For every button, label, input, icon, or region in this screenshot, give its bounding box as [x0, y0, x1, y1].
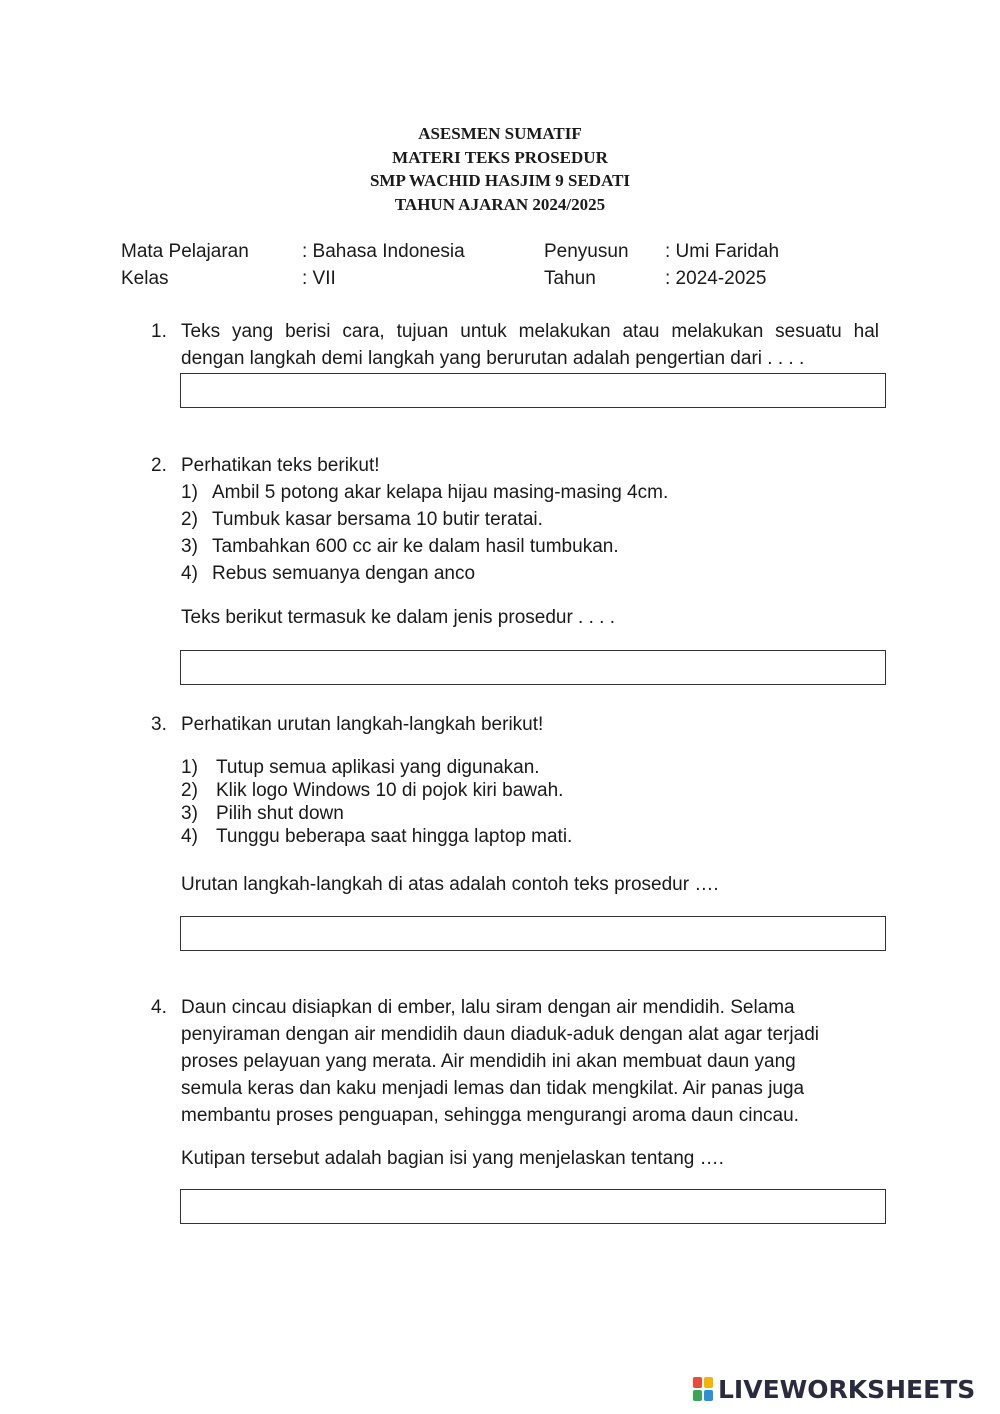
liveworksheets-brand — [693, 1374, 975, 1404]
question-4-passage — [181, 994, 819, 1129]
question-4-prompt: Kutipan tersebut adalah bagian isi yang menjelaskan tentang …. — [181, 1148, 724, 1169]
step-text: Tambahkan 600 cc air ke dalam hasil tumbukan. — [212, 536, 619, 557]
author-value: : Umi Faridah — [665, 241, 780, 262]
answer-box-3[interactable] — [180, 916, 886, 951]
step-text: Tunggu beberapa saat hingga laptop mati. — [216, 826, 573, 847]
class-label: Kelas — [121, 268, 169, 289]
step-number: 4) — [181, 563, 198, 584]
title-line-4: TAHUN AJARAN 2024/2025 — [394, 194, 606, 214]
question-1-number: 1. — [151, 321, 167, 342]
question-3-step-4 — [181, 825, 572, 848]
question-2-step-3 — [181, 533, 619, 560]
passage-line-2: penyiraman dengan air mendidih daun diaduk-aduk dengan alat agar terjadi — [181, 1024, 820, 1045]
question-3-step-2 — [181, 779, 563, 802]
step-number: 1) — [181, 482, 198, 503]
answer-box-2[interactable] — [180, 650, 886, 685]
passage-line-5: membantu proses penguapan, sehingga mengurangi aroma daun cincau. — [181, 1105, 799, 1126]
step-text: Klik logo Windows 10 di pojok kiri bawah. — [216, 780, 564, 801]
question-3-step-1 — [181, 756, 540, 779]
question-3-prompt: Urutan langkah-langkah di atas adalah contoh teks prosedur …. — [181, 874, 719, 895]
liveworksheets-logo-icon — [693, 1376, 715, 1402]
step-text: Pilih shut down — [216, 803, 344, 824]
question-2-prompt: Teks berikut termasuk ke dalam jenis prosedur . . . . — [181, 607, 616, 628]
question-2-step-1 — [181, 479, 668, 506]
question-3-intro: Perhatikan urutan langkah-langkah berikut! — [181, 714, 544, 735]
step-text: Ambil 5 potong akar kelapa hijau masing-masing 4cm. — [212, 482, 669, 503]
question-2-intro: Perhatikan teks berikut! — [181, 455, 380, 476]
passage-line-3: proses pelayuan yang merata. Air mendidih ini akan membuat daun yang — [181, 1051, 796, 1072]
step-number: 4) — [181, 826, 198, 847]
step-text: Tutup semua aplikasi yang digunakan. — [216, 757, 540, 778]
step-number: 2) — [181, 780, 198, 801]
question-1-text: Teks yang berisi cara, tujuan untuk melakukan atau melakukan sesuatu hal dengan langkah demi langkah yang berurutan adalah pengertian dari . . . . — [181, 321, 879, 369]
year-label: Tahun — [544, 268, 596, 289]
step-text: Tumbuk kasar bersama 10 butir teratai. — [212, 509, 543, 530]
class-value: : VII — [302, 268, 336, 289]
step-text: Rebus semuanya dengan anco — [212, 563, 476, 584]
document-title — [0, 122, 1000, 216]
step-number: 3) — [181, 536, 198, 557]
passage-line-4: semula keras dan kaku menjadi lemas dan tidak mengkilat. Air panas juga — [181, 1078, 805, 1099]
question-2-step-2 — [181, 506, 543, 533]
step-number: 3) — [181, 803, 198, 824]
answer-box-1[interactable] — [180, 373, 886, 408]
subject-value: : Bahasa Indonesia — [302, 241, 465, 262]
author-label: Penyusun — [544, 241, 629, 262]
step-number: 1) — [181, 757, 198, 778]
step-number: 2) — [181, 509, 198, 530]
question-3-step-3 — [181, 802, 344, 825]
title-line-2: MATERI TEKS PROSEDUR — [392, 147, 608, 167]
year-value: : 2024-2025 — [665, 268, 767, 289]
brand-name: LIVEWORKSHEETS — [718, 1374, 976, 1404]
question-3-number: 3. — [151, 714, 167, 735]
question-2-number: 2. — [151, 455, 167, 476]
question-2-step-4 — [181, 560, 475, 587]
title-line-1: ASESMEN SUMATIF — [418, 124, 582, 143]
passage-line-1: Daun cincau disiapkan di ember, lalu siram dengan air mendidih. Selama — [181, 997, 795, 1018]
title-line-3: SMP WACHID HASJIM 9 SEDATI — [369, 171, 631, 190]
subject-label: Mata Pelajaran — [121, 241, 249, 262]
answer-box-4[interactable] — [180, 1189, 886, 1224]
question-4-number: 4. — [151, 997, 167, 1018]
